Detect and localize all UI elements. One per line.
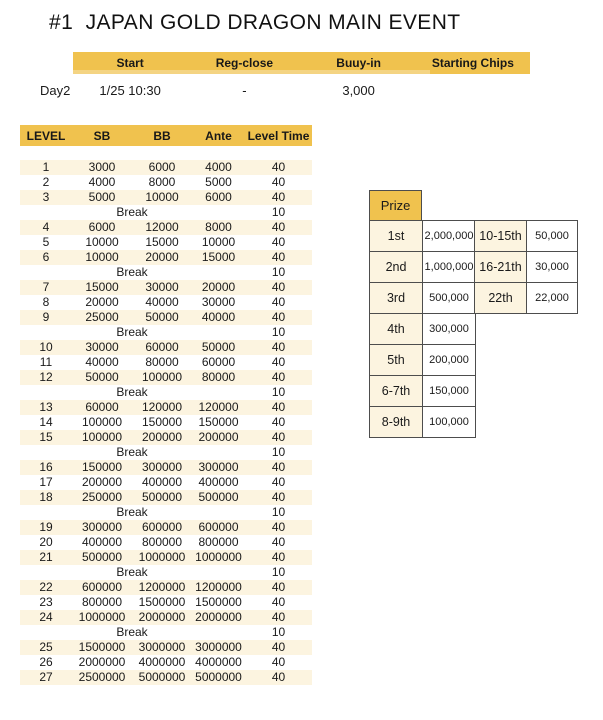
level-cell-ante [192,385,245,400]
level-cell-bb: 1200000 [132,580,192,595]
level-cell-ante [192,565,245,580]
level-cell-time: 40 [245,175,312,190]
level-cell-level: 7 [20,280,72,295]
level-cell-level: 22 [20,580,72,595]
prize-row [370,407,476,438]
prize-place-cell: 6-7th [370,376,423,407]
level-cell-sb: 10000 [72,235,132,250]
level-cell-ante: 1500000 [192,595,245,610]
prize-table-right-body [475,221,578,314]
level-cell-sb: 3000 [72,160,132,175]
level-cell-bb: 80000 [132,355,192,370]
info-header-start: Start [116,56,144,70]
level-cell-time: 10 [245,505,312,520]
level-cell-bb: 600000 [132,520,192,535]
level-header-time: Level Time [245,125,312,146]
level-cell-sb: 100000 [72,415,132,430]
level-row [20,430,312,445]
level-cell-level: 25 [20,640,72,655]
level-cell-bb: 6000 [132,160,192,175]
level-cell-bb: 400000 [132,475,192,490]
level-cell-level: 27 [20,670,72,685]
prize-row [370,345,476,376]
level-cell-level: 3 [20,190,72,205]
level-row [20,160,312,175]
level-cell-time: 40 [245,430,312,445]
prize-value-cell: 22,000 [527,283,578,314]
level-cell-level [20,625,72,640]
level-cell-bb: 20000 [132,250,192,265]
level-cell-time: 40 [245,355,312,370]
level-break-row [20,505,312,520]
level-cell-ante: 50000 [192,340,245,355]
info-header-starting-chips: Starting Chips [431,56,514,70]
level-cell-bb: 12000 [132,220,192,235]
level-cell-sb: 150000 [72,460,132,475]
level-cell-bb: 40000 [132,295,192,310]
level-cell-ante: 300000 [192,460,245,475]
level-cell-bb: 1500000 [132,595,192,610]
prize-value-cell: 2,000,000 [423,221,476,252]
prize-place-cell: 8-9th [370,407,423,438]
level-table [20,125,312,685]
level-cell-sb: 50000 [72,370,132,385]
level-cell-time: 40 [245,610,312,625]
level-cell-time: 10 [245,625,312,640]
level-header-ante: Ante [192,125,245,146]
level-row [20,535,312,550]
level-cell-ante [192,205,245,220]
prize-value-cell: 1,000,000 [423,252,476,283]
level-row [20,670,312,685]
level-cell-ante [192,505,245,520]
prize-place-cell: 5th [370,345,423,376]
level-cell-time: 40 [245,550,312,565]
level-cell-sb: 6000 [72,220,132,235]
prize-row [370,283,476,314]
level-cell-time: 40 [245,295,312,310]
prize-value-cell: 500,000 [423,283,476,314]
level-cell-level [20,565,72,580]
level-row [20,280,312,295]
level-cell-sb: 250000 [72,490,132,505]
level-cell-sb: 1500000 [72,640,132,655]
level-cell-ante: 8000 [192,220,245,235]
level-row [20,640,312,655]
level-cell-bb: 2000000 [132,610,192,625]
level-cell-level [20,505,72,520]
level-row [20,610,312,625]
level-row [20,655,312,670]
level-cell-level: 23 [20,595,72,610]
level-cell-sb: 40000 [72,355,132,370]
info-header-reg-close: Reg-close [215,56,274,70]
info-value-start: 1/25 10:30 [99,83,161,98]
level-cell-ante: 1000000 [192,550,245,565]
level-cell-time: 40 [245,400,312,415]
level-cell-sb: 4000 [72,175,132,190]
level-cell-level: 14 [20,415,72,430]
level-table-spacer-row [20,146,312,160]
level-cell-bb: 15000 [132,235,192,250]
level-row [20,415,312,430]
level-cell-bb: 300000 [132,460,192,475]
level-cell-ante: 80000 [192,370,245,385]
level-cell-level: 19 [20,520,72,535]
level-row [20,250,312,265]
prize-row [475,221,578,252]
level-row [20,295,312,310]
break-label-cell: Break [72,265,192,280]
level-cell-level: 11 [20,355,72,370]
level-cell-ante: 600000 [192,520,245,535]
prize-row [475,283,578,314]
break-label-cell: Break [72,625,192,640]
level-cell-bb: 1000000 [132,550,192,565]
level-cell-level: 26 [20,655,72,670]
level-row [20,475,312,490]
level-row [20,400,312,415]
prize-value-cell: 150,000 [423,376,476,407]
level-header-level: LEVEL [20,125,72,146]
level-cell-ante: 5000000 [192,670,245,685]
break-label-cell: Break [72,445,192,460]
info-header-buy-in: Buuy-in [336,56,381,70]
level-cell-time: 40 [245,655,312,670]
level-cell-level: 8 [20,295,72,310]
level-cell-ante: 30000 [192,295,245,310]
level-cell-time: 40 [245,415,312,430]
level-cell-ante: 4000000 [192,655,245,670]
level-cell-ante: 200000 [192,430,245,445]
level-cell-time: 40 [245,490,312,505]
level-cell-time: 10 [245,385,312,400]
level-cell-time: 40 [245,190,312,205]
level-cell-bb: 500000 [132,490,192,505]
level-cell-level: 10 [20,340,72,355]
level-cell-bb: 4000000 [132,655,192,670]
level-cell-ante: 1200000 [192,580,245,595]
level-cell-time: 40 [245,220,312,235]
prize-table-left-body [370,221,476,438]
level-cell-time: 10 [245,205,312,220]
prize-row [370,314,476,345]
level-cell-sb: 2000000 [72,655,132,670]
prize-place-cell: 2nd [370,252,423,283]
level-cell-level: 5 [20,235,72,250]
level-cell-time: 40 [245,460,312,475]
level-cell-level: 1 [20,160,72,175]
level-break-row [20,445,312,460]
level-cell-level [20,445,72,460]
level-break-row [20,565,312,580]
level-cell-ante: 40000 [192,310,245,325]
level-cell-level: 16 [20,460,72,475]
level-cell-bb: 30000 [132,280,192,295]
level-cell-bb: 800000 [132,535,192,550]
info-value-starting-chips [416,83,530,98]
level-cell-time: 40 [245,340,312,355]
level-cell-sb: 600000 [72,580,132,595]
level-cell-time: 40 [245,370,312,385]
prize-place-cell: 4th [370,314,423,345]
level-cell-time: 10 [245,565,312,580]
level-cell-time: 40 [245,310,312,325]
level-cell-time: 40 [245,640,312,655]
level-cell-ante [192,445,245,460]
prize-place-cell: 10-15th [475,221,527,252]
level-row [20,220,312,235]
level-cell-time: 40 [245,535,312,550]
level-break-row [20,385,312,400]
level-cell-time: 40 [245,475,312,490]
level-row [20,340,312,355]
prize-value-cell: 50,000 [527,221,578,252]
level-cell-time: 40 [245,160,312,175]
level-cell-ante: 60000 [192,355,245,370]
prize-row [370,252,476,283]
info-header-bar [73,52,530,74]
level-row [20,370,312,385]
prize-value-cell: 100,000 [423,407,476,438]
level-cell-sb: 2500000 [72,670,132,685]
info-value-reg-close: - [242,83,247,98]
level-cell-bb: 5000000 [132,670,192,685]
level-cell-ante [192,325,245,340]
level-row [20,310,312,325]
level-cell-bb: 60000 [132,340,192,355]
level-header-sb: SB [72,125,132,146]
level-break-row [20,205,312,220]
level-cell-ante: 4000 [192,160,245,175]
level-table-header-row [20,125,312,146]
level-cell-sb: 15000 [72,280,132,295]
break-label-cell: Break [72,385,192,400]
info-values-row [73,83,530,98]
level-cell-level: 18 [20,490,72,505]
level-table-body [20,146,312,685]
level-cell-ante: 800000 [192,535,245,550]
level-cell-level [20,265,72,280]
level-cell-ante: 5000 [192,175,245,190]
level-cell-level: 15 [20,430,72,445]
break-label-cell: Break [72,505,192,520]
level-cell-sb: 300000 [72,520,132,535]
level-cell-time: 40 [245,280,312,295]
prize-value-cell: 30,000 [527,252,578,283]
break-label-cell: Break [72,325,192,340]
prize-place-cell: 16-21th [475,252,527,283]
level-row [20,235,312,250]
level-cell-bb: 200000 [132,430,192,445]
level-row [20,595,312,610]
level-cell-bb: 50000 [132,310,192,325]
info-bar-light-strip [73,70,430,74]
level-row [20,580,312,595]
level-cell-level: 13 [20,400,72,415]
level-cell-ante: 15000 [192,250,245,265]
level-cell-level: 21 [20,550,72,565]
level-cell-time: 40 [245,250,312,265]
level-cell-level [20,205,72,220]
prize-row [370,376,476,407]
prize-place-cell: 22th [475,283,527,314]
level-cell-bb: 150000 [132,415,192,430]
prize-row [370,221,476,252]
level-cell-time: 40 [245,670,312,685]
level-cell-sb: 1000000 [72,610,132,625]
level-cell-level [20,325,72,340]
prize-value-cell: 300,000 [423,314,476,345]
level-cell-ante: 10000 [192,235,245,250]
level-cell-sb: 800000 [72,595,132,610]
level-row [20,355,312,370]
level-row [20,550,312,565]
break-label-cell: Break [72,205,192,220]
info-value-buy-in: 3,000 [342,83,375,98]
level-cell-bb: 3000000 [132,640,192,655]
level-cell-ante: 120000 [192,400,245,415]
level-cell-sb: 20000 [72,295,132,310]
level-cell-level: 2 [20,175,72,190]
break-label-cell: Break [72,565,192,580]
level-cell-time: 10 [245,265,312,280]
level-break-row [20,325,312,340]
level-cell-sb: 10000 [72,250,132,265]
level-cell-ante: 150000 [192,415,245,430]
level-cell-level: 12 [20,370,72,385]
level-cell-sb: 400000 [72,535,132,550]
level-row [20,460,312,475]
level-cell-ante [192,265,245,280]
level-cell-time: 10 [245,445,312,460]
level-break-row [20,265,312,280]
level-cell-ante [192,625,245,640]
level-cell-level: 20 [20,535,72,550]
level-break-row [20,625,312,640]
level-cell-sb: 60000 [72,400,132,415]
level-cell-time: 40 [245,235,312,250]
level-cell-sb: 500000 [72,550,132,565]
level-cell-sb: 100000 [72,430,132,445]
level-cell-level: 4 [20,220,72,235]
prize-value-cell: 200,000 [423,345,476,376]
level-cell-sb: 200000 [72,475,132,490]
level-row [20,490,312,505]
day-label: Day2 [40,83,71,98]
level-cell-time: 40 [245,580,312,595]
prize-place-cell: 3rd [370,283,423,314]
prize-row [475,252,578,283]
level-cell-sb: 30000 [72,340,132,355]
level-cell-bb: 100000 [132,370,192,385]
level-cell-time: 10 [245,325,312,340]
level-row [20,190,312,205]
level-cell-ante: 500000 [192,490,245,505]
level-cell-bb: 8000 [132,175,192,190]
level-row [20,520,312,535]
page-title: #1 JAPAN GOLD DRAGON MAIN EVENT [49,11,461,34]
level-cell-ante: 2000000 [192,610,245,625]
level-cell-ante: 3000000 [192,640,245,655]
level-cell-level: 9 [20,310,72,325]
level-cell-level: 6 [20,250,72,265]
prize-table-right [474,220,578,314]
level-row [20,175,312,190]
level-cell-ante: 6000 [192,190,245,205]
level-cell-bb: 10000 [132,190,192,205]
level-header-bb: BB [132,125,192,146]
level-cell-bb: 120000 [132,400,192,415]
prize-place-cell: 1st [370,221,423,252]
level-cell-level: 24 [20,610,72,625]
level-cell-time: 40 [245,595,312,610]
prize-table-title: Prize [369,190,422,221]
level-cell-level: 17 [20,475,72,490]
level-cell-sb: 25000 [72,310,132,325]
level-cell-sb: 5000 [72,190,132,205]
level-cell-ante: 400000 [192,475,245,490]
level-cell-level [20,385,72,400]
prize-table-left [369,220,476,438]
level-cell-time: 40 [245,520,312,535]
level-cell-ante: 20000 [192,280,245,295]
